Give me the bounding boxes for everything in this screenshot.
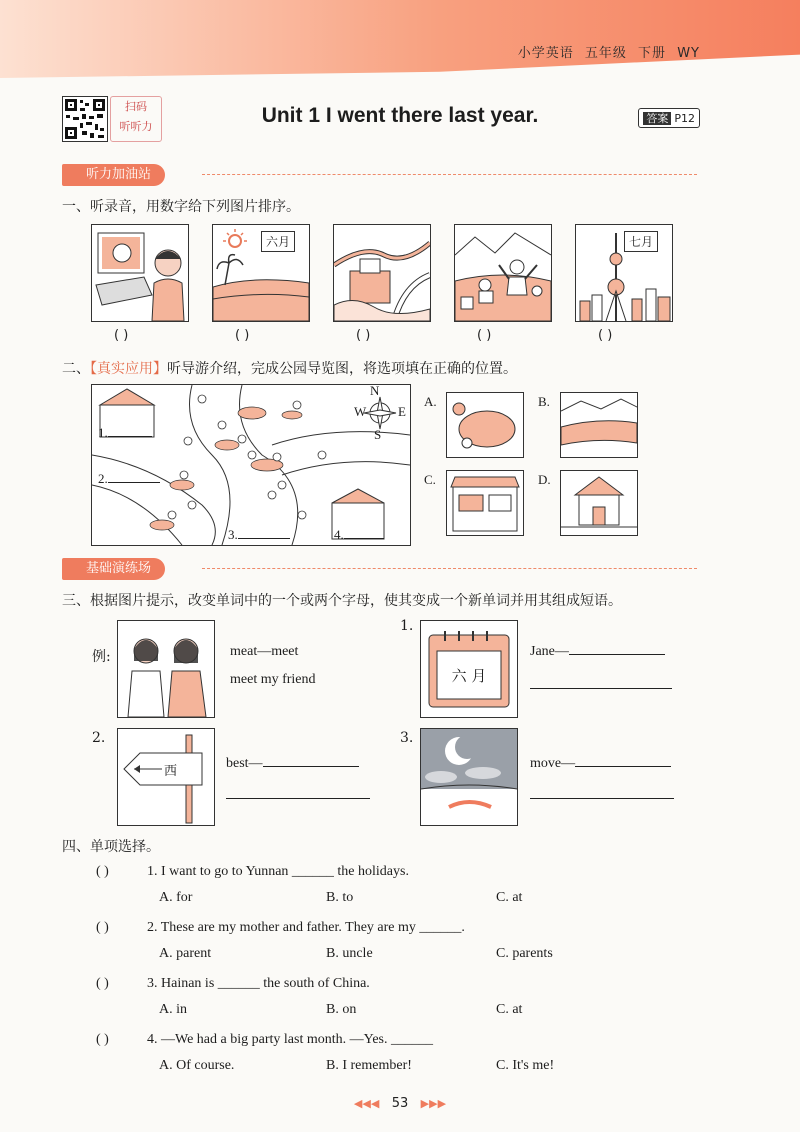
picture-kids-picnic: [454, 224, 552, 322]
picture-computer-boy: [91, 224, 189, 322]
q3-item-3-answer-line[interactable]: [530, 798, 674, 799]
q4-title: 四、单项选择。: [62, 839, 160, 855]
option-c-shop: [446, 470, 524, 536]
q4-item-4-option-c[interactable]: C. It's me!: [496, 1058, 555, 1073]
calendar-month: 六 月: [451, 667, 487, 685]
q4-item-4-paren[interactable]: ( ): [96, 1032, 109, 1047]
q1-answer-paren-2[interactable]: ( ): [235, 328, 250, 343]
q4-item-3-option-a[interactable]: A. in: [159, 1002, 187, 1017]
picture-great-wall: [333, 224, 431, 322]
scan-to-listen-label: 扫码 听听力: [110, 96, 162, 142]
q2-title: 二、【真实应用】听导游介绍，完成公园导览图，将选项填在正确的位置。: [62, 361, 517, 377]
compass-south: S: [374, 427, 382, 442]
compass-east: E: [398, 404, 406, 419]
option-d-label: D.: [538, 472, 551, 487]
q3-item-1-number: 1.: [400, 618, 414, 634]
prev-arrows-icon: ◀◀◀: [353, 1097, 380, 1110]
q4-item-2-paren[interactable]: ( ): [96, 920, 109, 935]
compass-north: N: [370, 383, 380, 398]
compass-west: W: [354, 404, 367, 419]
q4-item-3-option-c[interactable]: C. at: [496, 1002, 523, 1017]
q4-item-1-option-b[interactable]: B. to: [326, 890, 354, 905]
q4-item-2-stem: 2. These are my mother and father. They are my ______.: [147, 920, 465, 935]
q4-item-1-option-a[interactable]: A. for: [159, 890, 193, 905]
map-blank-1[interactable]: 1.: [98, 425, 152, 441]
q3-item-1-answer-line[interactable]: [530, 688, 672, 689]
unit-title: Unit 1 I went there last year.: [261, 104, 539, 127]
q3-item-2-number: 2.: [92, 730, 106, 746]
example-word-change: meat—meet: [230, 644, 299, 659]
option-a-lake: [446, 392, 524, 458]
q3-item-2-word: best—: [226, 756, 359, 772]
page-number: ◀◀◀ 53 ▶▶▶: [353, 1096, 447, 1111]
example-phrase: meet my friend: [230, 672, 316, 687]
q1-answer-paren-1[interactable]: ( ): [114, 328, 129, 343]
q4-item-2-option-a[interactable]: A. parent: [159, 946, 212, 961]
q4-item-4-stem: 4. —We had a big party last month. —Yes. ______: [147, 1032, 433, 1047]
answer-reference: 答案 P12: [638, 108, 700, 128]
june-sign: 六月: [261, 231, 295, 252]
q4-item-1-paren[interactable]: ( ): [96, 864, 109, 879]
july-sign: 七月: [624, 231, 658, 252]
map-blank-4[interactable]: 4.: [334, 527, 384, 543]
q4-item-3-stem: 3. Hainan is ______ the south of China.: [147, 976, 370, 991]
q1-title: 一、听录音，用数字给下列图片排序。: [62, 199, 300, 215]
q4-item-3-option-b[interactable]: B. on: [326, 1002, 357, 1017]
section-listening: 听力加油站: [62, 164, 702, 186]
q3-signpost-picture: [117, 728, 215, 826]
park-map: [91, 384, 411, 546]
q4-item-4-option-a[interactable]: A. Of course.: [159, 1058, 235, 1073]
q3-calendar-picture: [420, 620, 518, 718]
q1-answer-paren-5[interactable]: ( ): [598, 328, 613, 343]
option-b-label: B.: [538, 394, 550, 409]
q3-item-2-answer-line[interactable]: [226, 798, 370, 799]
q3-title: 三、根据图片提示，改变单词中的一个或两个字母，使其变成一个新单词并用其组成短语。: [62, 593, 622, 609]
signpost-west-label: 西: [164, 764, 178, 779]
option-a-label: A.: [424, 394, 437, 409]
next-arrows-icon: ▶▶▶: [420, 1097, 447, 1110]
section-basic: 基础演练场: [62, 558, 702, 580]
option-d-house: [560, 470, 638, 536]
q3-item-3-number: 3.: [400, 730, 414, 746]
q3-item-3-word: move—: [530, 756, 671, 772]
q4-item-1-option-c[interactable]: C. at: [496, 890, 523, 905]
map-blank-3[interactable]: 3.: [228, 527, 290, 543]
q1-answer-paren-4[interactable]: ( ): [477, 328, 492, 343]
q3-moon-night-picture: [420, 728, 518, 826]
picture-july-tower: [575, 224, 673, 322]
map-blank-2[interactable]: 2.: [98, 471, 160, 487]
header-band: [0, 0, 800, 78]
q4-item-4-option-b[interactable]: B. I remember!: [326, 1058, 412, 1073]
q4-item-3-paren[interactable]: ( ): [96, 976, 109, 991]
picture-june-beach: [212, 224, 310, 322]
option-b-river: [560, 392, 638, 458]
example-two-girls: [117, 620, 215, 718]
q4-item-2-option-c[interactable]: C. parents: [496, 946, 553, 961]
option-c-label: C.: [424, 472, 436, 487]
q4-item-2-option-b[interactable]: B. uncle: [326, 946, 373, 961]
q1-answer-paren-3[interactable]: ( ): [356, 328, 371, 343]
example-label: 例:: [92, 649, 111, 665]
q4-item-1-stem: 1. I want to go to Yunnan ______ the holidays.: [147, 864, 409, 879]
q3-item-1-word: Jane—: [530, 644, 665, 660]
book-info: 小学英语 五年级 下册 WY: [517, 46, 700, 61]
